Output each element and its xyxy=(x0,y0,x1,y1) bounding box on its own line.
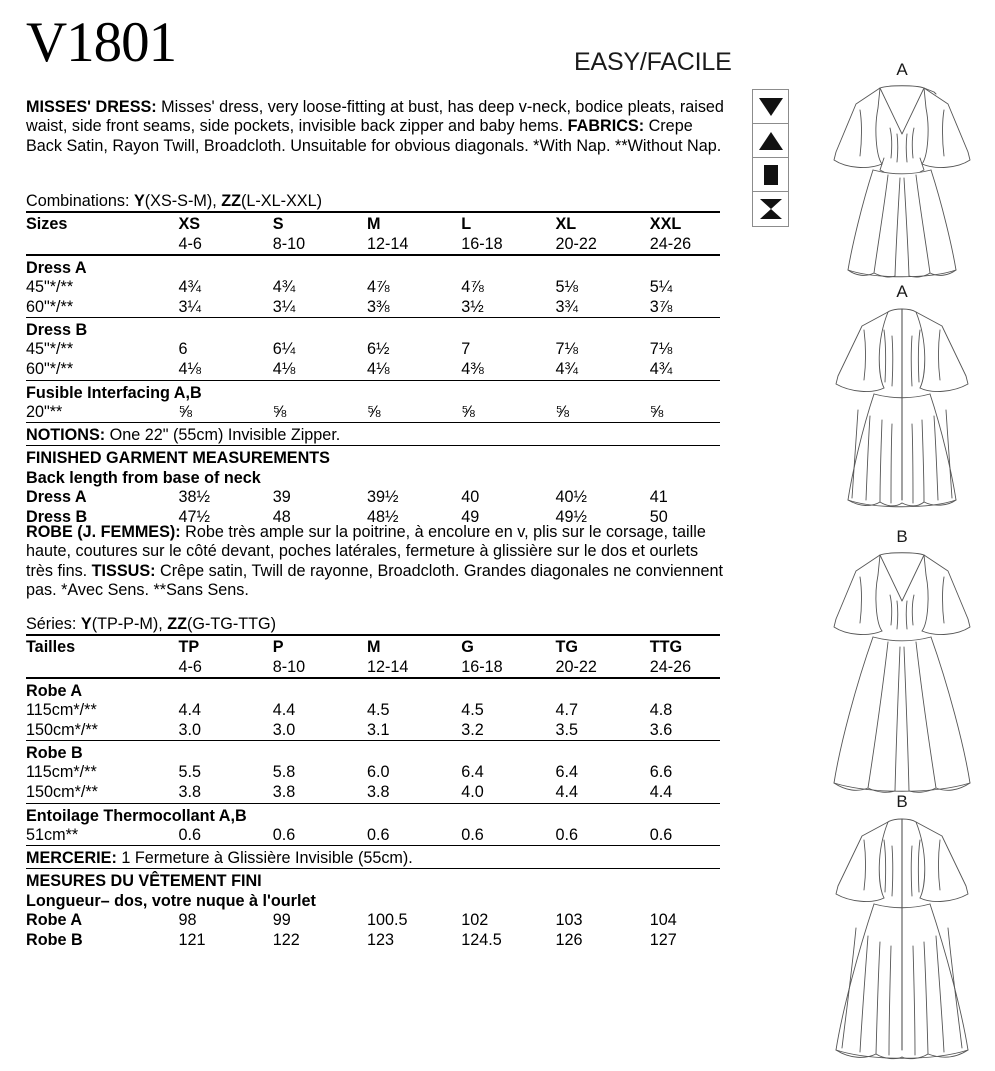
notions-fr-text: 1 Fermeture à Glissière Invisible (55cm). xyxy=(116,849,413,868)
cell-value: 49½ xyxy=(555,507,588,526)
fabric-symbol-key xyxy=(752,89,789,227)
cell-value: 3½ xyxy=(461,297,484,316)
cell-value: 48½ xyxy=(366,507,399,526)
cell-value: 3.8 xyxy=(178,782,201,801)
size-code-5: XXL xyxy=(650,212,720,235)
size-code-5: TTG xyxy=(650,635,720,658)
cell-value: 6.6 xyxy=(649,763,673,782)
difficulty-label: EASY/FACILE xyxy=(574,48,732,76)
table-row-finished-title xyxy=(26,869,720,892)
combinations-en-label: Combinations: xyxy=(26,192,134,210)
cell-value: 3.5 xyxy=(555,720,579,739)
fabrics-fr-label: TISSUS: xyxy=(91,561,156,580)
size-code-1: S xyxy=(273,212,367,235)
size-number-5: 24-26 xyxy=(649,234,692,253)
cell-value: 39½ xyxy=(366,488,399,507)
finished-title-en: FINISHED GARMENT MEASUREMENTS xyxy=(26,446,720,469)
row-label: 60"*/** xyxy=(26,359,74,378)
cell-value: 50 xyxy=(649,507,668,526)
cell-value: 4.4 xyxy=(178,701,201,720)
table-row xyxy=(26,488,720,508)
cell-value: 99 xyxy=(272,911,291,930)
cell-value: 41 xyxy=(649,488,668,507)
combinations-en-group1-sizes: (XS-S-M), xyxy=(144,192,222,210)
table-row-section-title xyxy=(26,318,720,341)
cell-value: 102 xyxy=(461,911,489,930)
row-label: 20"** xyxy=(26,402,63,421)
size-number-5: 24-26 xyxy=(649,657,692,676)
cell-value: 7 xyxy=(461,340,471,359)
triangle-up-icon xyxy=(753,124,788,158)
illustration-label-a-back: A xyxy=(896,282,908,301)
cell-value: 4⅜ xyxy=(461,359,484,378)
cell-value: 122 xyxy=(272,930,300,949)
cell-value: 5.8 xyxy=(272,763,296,782)
cell-value: 5.5 xyxy=(178,763,201,782)
cell-value: 4.5 xyxy=(461,701,484,720)
cell-value: ⅝ xyxy=(649,402,664,421)
table-row-header-codes xyxy=(26,635,720,658)
table-row xyxy=(26,403,720,423)
section-title-dress-b: Dress B xyxy=(26,318,720,341)
cell-value: 98 xyxy=(178,911,197,930)
illustration-dress-b-back xyxy=(812,810,992,1068)
cell-value: 104 xyxy=(649,911,677,930)
table-row xyxy=(26,298,720,318)
hourglass-icon xyxy=(753,192,788,226)
table-row xyxy=(26,360,720,380)
table-row-notions xyxy=(26,423,720,446)
cell-value: 123 xyxy=(366,930,394,949)
cell-value: 4¾ xyxy=(178,278,201,297)
cell-value: 40 xyxy=(461,488,480,507)
table-row xyxy=(26,701,720,721)
square-icon xyxy=(753,158,788,192)
combinations-en-group2-code: ZZ xyxy=(221,192,242,210)
yardage-table-english xyxy=(26,211,720,527)
size-code-3: L xyxy=(461,212,555,235)
cell-value: 6.0 xyxy=(366,763,390,782)
table-row xyxy=(26,340,720,360)
table-row-finished-title xyxy=(26,446,720,469)
row-label: 60"*/** xyxy=(26,297,74,316)
notions-en-label: NOTIONS: xyxy=(26,426,106,445)
illustration-label-a-front: A xyxy=(896,60,908,79)
illustration-label-b-front: B xyxy=(896,527,908,546)
table-row-notions xyxy=(26,846,720,869)
row-label: 45"*/** xyxy=(26,340,74,359)
cell-value: 3¼ xyxy=(272,297,296,316)
cell-value: 3¾ xyxy=(555,297,579,316)
cell-value: 6½ xyxy=(366,340,390,359)
cell-value: 7⅛ xyxy=(649,340,673,359)
combinations-fr-group2-sizes: (G-TG-TTG) xyxy=(187,615,277,633)
illustration-dress-a-back xyxy=(812,300,992,520)
yardage-table-french xyxy=(26,634,720,950)
section-title-robe-a: Robe A xyxy=(26,678,720,701)
cell-value: 3.2 xyxy=(461,720,484,739)
table-row-finished-subtitle xyxy=(26,468,720,488)
cell-value: 6¼ xyxy=(272,340,296,359)
combinations-fr-group2-code: ZZ xyxy=(167,615,188,633)
row-label: 115cm*/** xyxy=(26,763,97,782)
cell-value: 3.8 xyxy=(272,782,296,801)
description-french xyxy=(26,523,726,600)
table-row xyxy=(26,783,720,803)
cell-value: 4¾ xyxy=(649,359,673,378)
table-row xyxy=(26,911,720,931)
cell-value: 124.5 xyxy=(461,930,502,949)
cell-value: 0.6 xyxy=(178,825,201,844)
cell-value: 4⅛ xyxy=(178,359,201,378)
cell-value: 48 xyxy=(272,507,291,526)
size-number-0: 4-6 xyxy=(178,234,202,253)
cell-value: 38½ xyxy=(178,488,210,507)
cell-value: 3⅞ xyxy=(649,297,673,316)
cell-value: 103 xyxy=(555,911,583,930)
notions-en-text: One 22" (55cm) Invisible Zipper. xyxy=(105,426,341,445)
cell-value: 3.6 xyxy=(649,720,673,739)
size-number-4: 20-22 xyxy=(555,234,597,253)
cell-value: 3.0 xyxy=(178,720,201,739)
table-row-finished-subtitle xyxy=(26,891,720,911)
cell-value: ⅝ xyxy=(461,402,475,421)
table-row-header-numbers xyxy=(26,235,720,256)
cell-value: 3⅜ xyxy=(366,297,390,316)
section-title-dress-a: Dress A xyxy=(26,255,720,278)
cell-value: 4¾ xyxy=(555,359,579,378)
page-title: V1801 xyxy=(26,11,177,74)
notions-fr-label: MERCERIE: xyxy=(26,849,117,868)
cell-value: 5⅛ xyxy=(555,278,579,297)
size-number-3: 16-18 xyxy=(461,234,503,253)
size-code-0: XS xyxy=(178,212,272,235)
table-row-section-title xyxy=(26,741,720,764)
cell-value: 4¾ xyxy=(272,278,296,297)
description-en-body: Misses' dress, very loose-fitting at bust, has deep v-neck, bodice pleats, raised waist, side front seams, side pockets, invisible back zipper and baby hems. xyxy=(26,98,724,136)
table-row-header-numbers xyxy=(26,658,720,679)
combinations-fr-label: Séries: xyxy=(26,615,81,633)
cell-value: 4⅞ xyxy=(366,278,390,297)
table-row xyxy=(26,278,720,298)
combinations-english xyxy=(26,192,322,211)
size-number-1: 8-10 xyxy=(272,657,306,676)
row-label: 150cm*/** xyxy=(26,782,98,801)
fabrics-en-body: Crepe Back Satin, Rayon Twill, Broadcloth. Unsuitable for obvious diagonals. *With Nap. **Without Nap. xyxy=(26,117,722,155)
description-english xyxy=(26,98,726,156)
table-row-section-title xyxy=(26,255,720,278)
cell-value: ⅝ xyxy=(178,402,192,421)
cell-value: 4.4 xyxy=(272,701,296,720)
cell-value: ⅝ xyxy=(366,402,381,421)
cell-value: 121 xyxy=(178,930,206,949)
cell-value: 4.0 xyxy=(461,782,484,801)
cell-value: 0.6 xyxy=(555,825,579,844)
cell-value: 3.1 xyxy=(366,720,390,739)
fabrics-en-label: FABRICS: xyxy=(567,117,645,136)
cell-value: 4.4 xyxy=(555,782,579,801)
cell-value: 4.7 xyxy=(555,701,579,720)
row-label: Robe A xyxy=(26,911,83,930)
cell-value: 0.6 xyxy=(366,825,390,844)
row-label: 45"*/** xyxy=(26,278,74,297)
cell-value: 0.6 xyxy=(461,825,484,844)
table-row-section-title xyxy=(26,380,720,403)
cell-value: 4.4 xyxy=(649,782,673,801)
table-row-section-title xyxy=(26,803,720,826)
finished-title-fr: MESURES DU VÊTEMENT FINI xyxy=(26,869,720,892)
cell-value: 6 xyxy=(178,340,188,359)
illustration-label-b-back: B xyxy=(896,792,908,811)
table-row xyxy=(26,931,720,951)
cell-value: 4⅞ xyxy=(461,278,484,297)
combinations-french xyxy=(26,615,276,634)
notions-en xyxy=(26,423,720,446)
table-row xyxy=(26,763,720,783)
size-code-1: P xyxy=(273,635,367,658)
row-label: 115cm*/** xyxy=(26,701,97,720)
section-title-interfacing: Fusible Interfacing A,B xyxy=(26,380,720,403)
table-header-label: Tailles xyxy=(26,635,178,658)
row-label: Dress A xyxy=(26,488,87,507)
finished-subtitle-fr: Longueur– dos, votre nuque à l'ourlet xyxy=(26,892,316,911)
cell-value: 40½ xyxy=(555,488,588,507)
cell-value: 6.4 xyxy=(555,763,579,782)
cell-value: 3.0 xyxy=(272,720,296,739)
notions-fr xyxy=(26,846,720,869)
size-number-2: 12-14 xyxy=(366,234,409,253)
size-code-0: TP xyxy=(178,635,272,658)
cell-value: 49 xyxy=(461,507,480,526)
cell-value: 4.8 xyxy=(649,701,673,720)
size-code-4: TG xyxy=(556,635,650,658)
illustration-dress-a-front xyxy=(812,78,992,288)
cell-value: 126 xyxy=(555,930,583,949)
illustration-dress-b-front xyxy=(812,545,992,800)
row-label: Robe B xyxy=(26,930,83,949)
table-row-header-codes xyxy=(26,212,720,235)
cell-value: 0.6 xyxy=(272,825,296,844)
description-fr-body: Robe très ample sur la poitrine, à encolure en v, plis sur le corsage, taille haute, coutures sur le côté devant, poches latérales, fermeture à glissière sur le dos et ourlets très fins. xyxy=(26,523,706,580)
table-row xyxy=(26,721,720,741)
cell-value: 6.4 xyxy=(461,763,484,782)
row-label: 150cm*/** xyxy=(26,720,98,739)
cell-value: 3¼ xyxy=(178,297,201,316)
description-fr-title: ROBE (J. FEMMES): xyxy=(26,523,181,541)
section-title-robe-b: Robe B xyxy=(26,741,720,764)
fabrics-fr-body: Crêpe satin, Twill de rayonne, Broadcloth. Grandes diagonales ne conviennent pas. *Avec Sens. **Sans Sens. xyxy=(26,561,724,599)
size-number-4: 20-22 xyxy=(555,657,597,676)
cell-value: 7⅛ xyxy=(555,340,579,359)
row-label: Dress B xyxy=(26,507,88,526)
combinations-en-group1-code: Y xyxy=(133,192,145,210)
size-number-1: 8-10 xyxy=(272,234,306,253)
cell-value: 39 xyxy=(272,488,291,507)
cell-value: ⅝ xyxy=(555,402,570,421)
triangle-down-icon xyxy=(753,90,788,124)
cell-value: 4⅛ xyxy=(272,359,296,378)
finished-subtitle-en: Back length from base of neck xyxy=(26,469,261,488)
cell-value: ⅝ xyxy=(272,402,287,421)
size-code-3: G xyxy=(461,635,555,658)
combinations-en-group2-sizes: (L-XL-XXL) xyxy=(241,192,322,210)
size-code-2: M xyxy=(367,635,461,658)
cell-value: 100.5 xyxy=(366,911,408,930)
size-number-2: 12-14 xyxy=(366,657,409,676)
section-title-entoilage: Entoilage Thermocollant A,B xyxy=(26,803,720,826)
description-en-title: MISSES' DRESS: xyxy=(26,98,157,116)
cell-value: 4⅛ xyxy=(366,359,390,378)
cell-value: 127 xyxy=(649,930,677,949)
table-row-section-title xyxy=(26,678,720,701)
row-label: 51cm** xyxy=(26,825,79,844)
table-row xyxy=(26,826,720,846)
size-number-0: 4-6 xyxy=(178,657,202,676)
size-code-4: XL xyxy=(556,212,650,235)
table-header-label: Sizes xyxy=(26,212,178,235)
combinations-fr-group1-code: Y xyxy=(80,615,92,633)
combinations-fr-group1-sizes: (TP-P-M), xyxy=(91,615,168,633)
cell-value: 5¼ xyxy=(649,278,673,297)
cell-value: 3.8 xyxy=(366,782,390,801)
cell-value: 4.5 xyxy=(366,701,390,720)
size-number-3: 16-18 xyxy=(461,657,503,676)
cell-value: 47½ xyxy=(178,507,210,526)
size-code-2: M xyxy=(367,212,461,235)
cell-value: 0.6 xyxy=(649,825,673,844)
